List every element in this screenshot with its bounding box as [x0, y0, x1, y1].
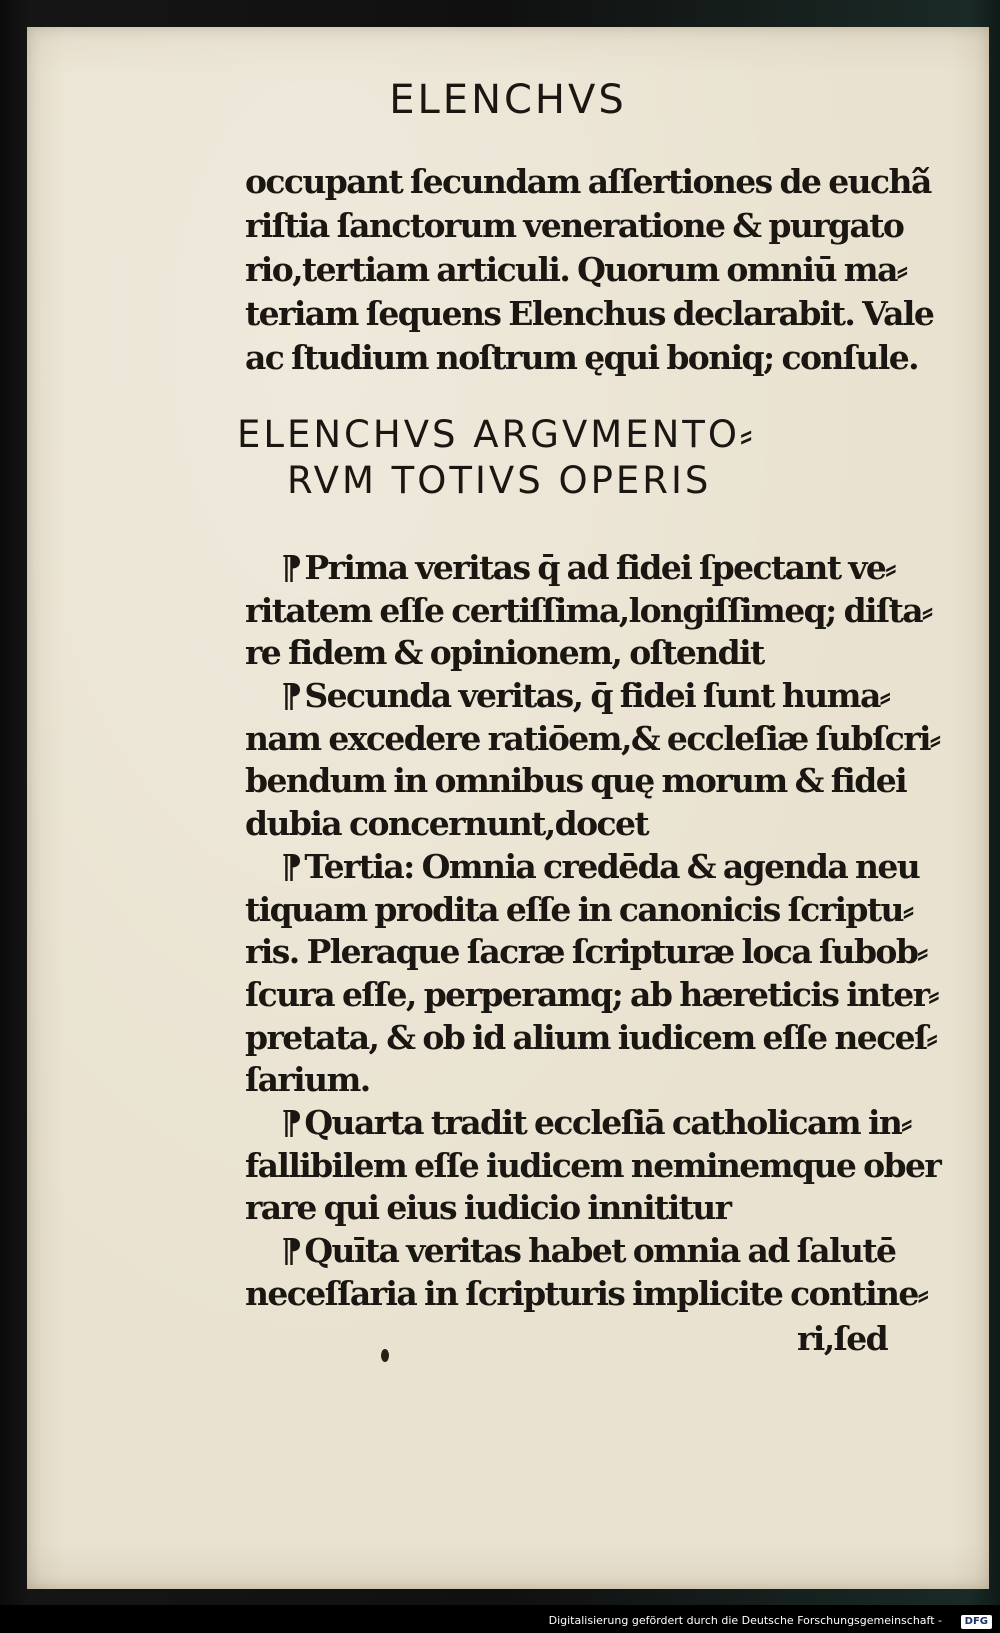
text-line: dubia concernunt,docet [245, 804, 649, 844]
section-heading [237, 412, 937, 504]
text-line: teriam ſequens Elenchus declarabit. Vale [245, 294, 934, 333]
dfg-logo: DFG [961, 1615, 992, 1629]
list-item-text: Tertia: Omnia credēda & agenda neu [304, 846, 920, 886]
list-item-text: Quarta tradit eccleſiā catholicam in⸗ [304, 1102, 911, 1142]
text-line: ris. Pleraque ſacræ ſcripturæ loca ſubob⸗ [245, 932, 927, 972]
list-item-text: Quīta veritas habet omnia ad ſalutē [304, 1231, 896, 1270]
book-page [27, 27, 989, 1589]
text-line: ſcura eſſe, perperamq; ab hæreticis inter⸗ [245, 974, 938, 1014]
pilcrow-icon: ¶ [283, 1231, 303, 1270]
text-line: re fidem & opinionem, oſtendit [245, 633, 764, 673]
text-line: ac ſtudium noſtrum ęqui boniq; conſule. [245, 338, 918, 377]
pilcrow-icon: ¶ [283, 1102, 303, 1142]
intro-paragraph [245, 160, 934, 380]
list-item-first-line [245, 1230, 925, 1273]
digitization-credit: Digitalisierung gefördert durch die Deutsche Forschungsgemeinschaft - [548, 1614, 942, 1627]
list-item-text: Prima veritas q̄ ad fidei ſpectant ve⸗ [304, 548, 895, 587]
text-line: fallibilem eſſe iudicem neminemque ober [245, 1145, 941, 1185]
text-line: tiquam prodita eſſe in canonicis ſcriptu⸗ [245, 889, 913, 929]
list-item-first-line [245, 675, 925, 718]
section-heading-line: RVM TOTIVS OPERIS [287, 459, 712, 502]
ink-spot [381, 1349, 389, 1362]
text-line: rare qui eius iudicio innititur [245, 1188, 731, 1228]
text-line: ſarium. [245, 1060, 370, 1100]
text-line: occupant ſecundam aſſertiones de eucha᷉ [245, 162, 931, 201]
pilcrow-icon: ¶ [283, 548, 303, 587]
text-line: riſtia ſanctorum veneratione & purgato [245, 206, 904, 245]
list-item-first-line [245, 547, 925, 590]
pilcrow-icon: ¶ [283, 676, 303, 716]
running-head: ELENCHVS [389, 77, 627, 123]
text-line: ritatem eſſe certiſſima,longiſſimeq; diſta⸗ [245, 590, 932, 630]
catchword: ri,ſed [797, 1319, 888, 1358]
text-line: pretata, & ob id alium iudicem eſſe neceſ⸗ [245, 1017, 937, 1057]
list-item-first-line [245, 1102, 925, 1145]
text-line: bendum in omnibus quę morum & fidei [245, 761, 907, 801]
argument-list [245, 547, 941, 1315]
text-line: neceſſaria in ſcripturis implicite contine⸗ [245, 1273, 928, 1313]
section-heading-line: ELENCHVS ARGVMENTO⸗ [237, 413, 756, 456]
text-line: rio,tertiam articuli. Quorum omniū ma⸗ [245, 250, 907, 289]
pilcrow-icon: ¶ [283, 846, 303, 886]
list-item-text: Secunda veritas, q̄ fidei ſunt huma⸗ [304, 676, 890, 716]
list-item-first-line [245, 846, 925, 889]
text-line: nam excedere ratiōem,& eccleſiæ ſubſcri⸗ [245, 718, 940, 758]
